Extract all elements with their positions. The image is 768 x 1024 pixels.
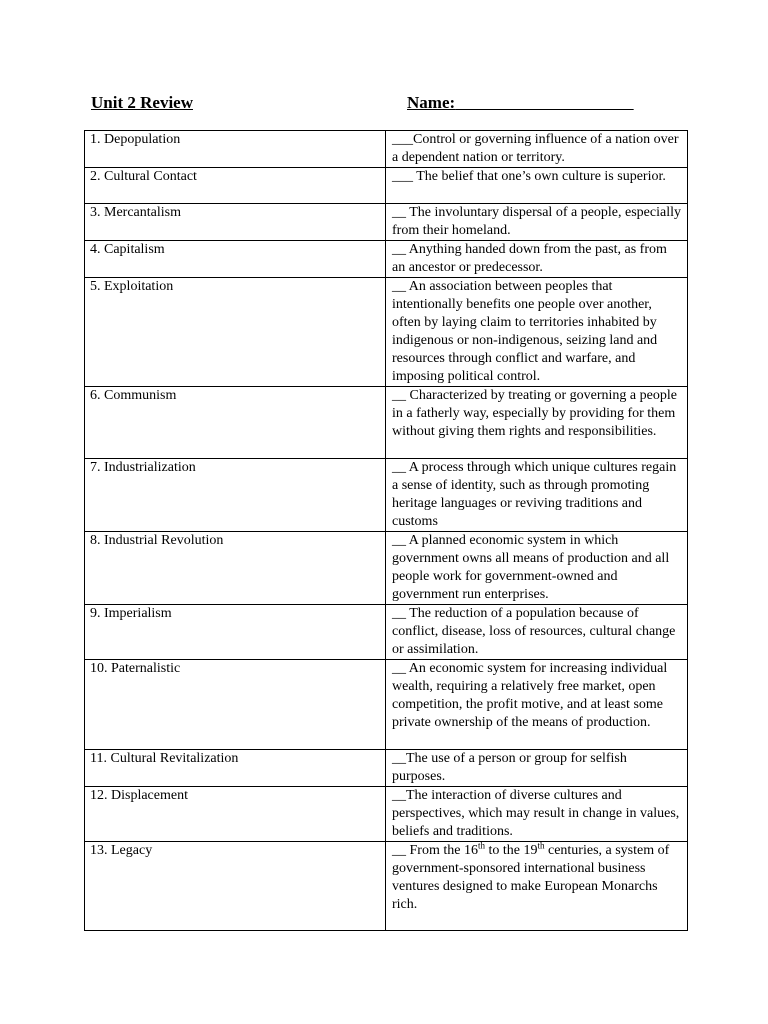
definition-cell: __ An economic system for increasing individual wealth, requiring a relatively free market, open competition, the profit motive, and at least some private ownership of the means of production.: [386, 660, 688, 750]
table-row: [85, 278, 688, 387]
ordinal-suffix: th: [477, 840, 485, 851]
definition-text: centuries, a system of government-sponsored international business ventures designed to make European Monarchs rich.: [392, 843, 670, 912]
term-cell: 4. Capitalism: [85, 241, 386, 278]
table-row: [85, 241, 688, 278]
name-field-label: [407, 93, 634, 113]
definition-text: __ From the 16: [392, 843, 478, 858]
term-cell: 12. Displacement: [85, 787, 386, 842]
worksheet-header: [91, 93, 691, 117]
table-row: [85, 660, 688, 750]
name-blank-line: [455, 93, 634, 112]
table-row: [85, 605, 688, 660]
term-cell: 11. Cultural Revitalization: [85, 750, 386, 787]
table-row: [85, 750, 688, 787]
term-cell: 1. Depopulation: [85, 131, 386, 168]
definition-cell: ___ The belief that one’s own culture is superior.: [386, 168, 688, 204]
table-row: [85, 131, 688, 168]
definition-cell: __ A planned economic system in which government owns all means of production and all people work for government-owned and government run enterprises.: [386, 532, 688, 605]
table-row: [85, 842, 688, 931]
term-cell: 2. Cultural Contact: [85, 168, 386, 204]
definition-cell: __ Characterized by treating or governing a people in a fatherly way, especially by providing for them without giving them rights and responsibilities.: [386, 387, 688, 459]
table-row: [85, 459, 688, 532]
definition-cell: __The use of a person or group for selfish purposes.: [386, 750, 688, 787]
worksheet-title: Unit 2 Review: [91, 93, 193, 112]
term-cell: 7. Industrialization: [85, 459, 386, 532]
definition-cell: __ The involuntary dispersal of a people, especially from their homeland.: [386, 204, 688, 241]
term-cell: 10. Paternalistic: [85, 660, 386, 750]
review-table: [84, 130, 688, 931]
definition-cell: __ The reduction of a population because of conflict, disease, loss of resources, cultural change or assimilation.: [386, 605, 688, 660]
term-cell: 3. Mercantalism: [85, 204, 386, 241]
term-cell: 8. Industrial Revolution: [85, 532, 386, 605]
definition-cell: __ An association between peoples that intentionally benefits one people over another, often by laying claim to territories inhabited by indigenous or non-indigenous, seizing land and resources through conflict and warfare, and imposing political control.: [386, 278, 688, 387]
table-row: [85, 204, 688, 241]
term-cell: 5. Exploitation: [85, 278, 386, 387]
definition-cell: __The interaction of diverse cultures and perspectives, which may result in change in values, beliefs and traditions.: [386, 787, 688, 842]
term-cell: 13. Legacy: [85, 842, 386, 931]
definition-cell: __ Anything handed down from the past, as from an ancestor or predecessor.: [386, 241, 688, 278]
name-label: Name:: [407, 93, 456, 112]
definition-cell: [386, 842, 688, 931]
term-cell: 6. Communism: [85, 387, 386, 459]
ordinal-suffix: th: [537, 840, 545, 851]
definition-text: to the 19: [484, 843, 538, 858]
definition-cell: ___Control or governing influence of a nation over a dependent nation or territory.: [386, 131, 688, 168]
table-row: [85, 787, 688, 842]
term-cell: 9. Imperialism: [85, 605, 386, 660]
table-row: [85, 532, 688, 605]
table-row: [85, 168, 688, 204]
definition-cell: __ A process through which unique cultures regain a sense of identity, such as through promoting heritage languages or reviving traditions and customs: [386, 459, 688, 532]
table-row: [85, 387, 688, 459]
